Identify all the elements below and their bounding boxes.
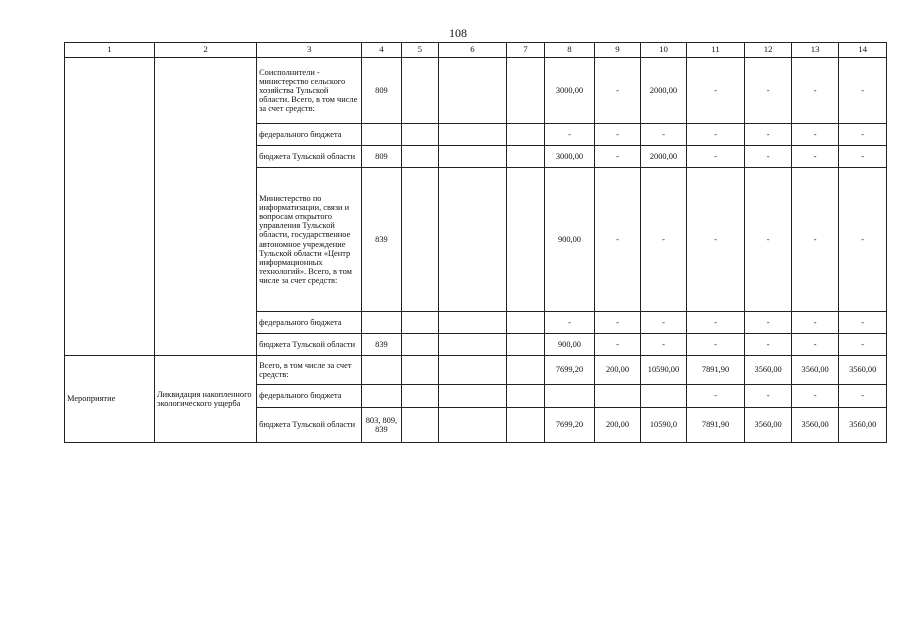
row-description: бюджета Тульской области [257, 408, 362, 443]
value-cell: - [594, 146, 641, 168]
value-cell: - [686, 334, 745, 356]
empty-cell [401, 312, 438, 334]
value-cell: - [686, 146, 745, 168]
empty-cell [439, 124, 507, 146]
budget-table [64, 42, 887, 443]
header-cell: 3 [257, 43, 362, 58]
header-cell: 12 [745, 43, 792, 58]
empty-cell [439, 334, 507, 356]
empty-cell [401, 356, 438, 385]
value-cell: 2000,00 [641, 146, 686, 168]
row-code [362, 124, 401, 146]
row-code: 809 [362, 58, 401, 124]
empty-cell [439, 146, 507, 168]
row-description: Министерство по информатизации, связи и вопросам открытого управления Тульской области, государственное автономное учреждение Тульской области «Центр информационных технологий». Всего, в том числе за счет средств: [257, 168, 362, 312]
row-code [362, 312, 401, 334]
value-cell: 3560,00 [745, 408, 792, 443]
value-cell: - [839, 124, 887, 146]
value-cell: - [545, 124, 595, 146]
row-code: 809 [362, 146, 401, 168]
empty-cell [439, 356, 507, 385]
value-cell: - [686, 312, 745, 334]
value-cell: 3000,00 [545, 58, 595, 124]
value-cell: - [594, 334, 641, 356]
row-code: 839 [362, 168, 401, 312]
row-description: бюджета Тульской области [257, 146, 362, 168]
value-cell: 7699,20 [545, 356, 595, 385]
value-cell: 900,00 [545, 168, 595, 312]
empty-cell [439, 58, 507, 124]
value-cell: - [791, 58, 839, 124]
row-description: федерального бюджета [257, 124, 362, 146]
value-cell: - [745, 385, 792, 408]
value-cell: - [791, 312, 839, 334]
value-cell: 7699,20 [545, 408, 595, 443]
value-cell: 200,00 [594, 356, 641, 385]
page-number: 108 [449, 26, 467, 40]
header-cell: 9 [594, 43, 641, 58]
row-code [362, 356, 401, 385]
value-cell: 3560,00 [745, 356, 792, 385]
value-cell: 200,00 [594, 408, 641, 443]
header-cell: 10 [641, 43, 686, 58]
value-cell: - [745, 168, 792, 312]
header-cell: 13 [791, 43, 839, 58]
value-cell: - [641, 168, 686, 312]
value-cell: 10590,00 [641, 356, 686, 385]
empty-cell [506, 312, 544, 334]
row-description: федерального бюджета [257, 385, 362, 408]
header-cell: 5 [401, 43, 438, 58]
value-cell: - [791, 385, 839, 408]
value-cell: - [839, 312, 887, 334]
value-cell: 3560,00 [839, 408, 887, 443]
value-cell: - [791, 124, 839, 146]
value-cell: 3560,00 [839, 356, 887, 385]
measure-name: Ликвидация накопленного экологического ущерба [154, 356, 256, 443]
value-cell: 3000,00 [545, 146, 595, 168]
value-cell: - [641, 312, 686, 334]
empty-cell [506, 356, 544, 385]
empty-cell [401, 58, 438, 124]
value-cell: - [641, 334, 686, 356]
empty-cell [506, 408, 544, 443]
value-cell [594, 385, 641, 408]
empty-cell [154, 58, 256, 356]
header-cell: 14 [839, 43, 887, 58]
header-cell: 6 [439, 43, 507, 58]
value-cell: 900,00 [545, 334, 595, 356]
value-cell: 7891,90 [686, 408, 745, 443]
empty-cell [439, 408, 507, 443]
header-cell: 11 [686, 43, 745, 58]
value-cell: - [686, 124, 745, 146]
table-header-row [65, 43, 887, 58]
value-cell: - [594, 58, 641, 124]
value-cell: - [686, 168, 745, 312]
header-cell: 1 [65, 43, 155, 58]
value-cell: - [839, 58, 887, 124]
empty-cell [506, 124, 544, 146]
empty-cell [506, 146, 544, 168]
value-cell: - [545, 312, 595, 334]
empty-cell [506, 168, 544, 312]
value-cell: 3560,00 [791, 356, 839, 385]
empty-cell [401, 168, 438, 312]
value-cell: - [686, 385, 745, 408]
value-cell: - [745, 334, 792, 356]
table-row [65, 356, 887, 385]
value-cell: 10590,0 [641, 408, 686, 443]
header-cell: 7 [506, 43, 544, 58]
row-description: Всего, в том числе за счет средств: [257, 356, 362, 385]
empty-cell [439, 312, 507, 334]
empty-cell [439, 168, 507, 312]
value-cell: 2000,00 [641, 58, 686, 124]
value-cell: - [839, 168, 887, 312]
value-cell: - [745, 312, 792, 334]
row-description: федерального бюджета [257, 312, 362, 334]
empty-cell [506, 58, 544, 124]
value-cell [641, 385, 686, 408]
row-code: 803, 809, 839 [362, 408, 401, 443]
value-cell: - [594, 168, 641, 312]
value-cell: - [791, 168, 839, 312]
header-cell: 2 [154, 43, 256, 58]
value-cell: - [791, 146, 839, 168]
value-cell: - [745, 58, 792, 124]
value-cell: - [839, 334, 887, 356]
value-cell: - [839, 385, 887, 408]
value-cell [545, 385, 595, 408]
empty-cell [506, 334, 544, 356]
header-cell: 8 [545, 43, 595, 58]
empty-cell [65, 58, 155, 356]
value-cell: - [745, 146, 792, 168]
value-cell: - [791, 334, 839, 356]
value-cell: - [594, 124, 641, 146]
empty-cell [401, 408, 438, 443]
row-code: 839 [362, 334, 401, 356]
row-description: бюджета Тульской области [257, 334, 362, 356]
empty-cell [401, 146, 438, 168]
value-cell: - [839, 146, 887, 168]
empty-cell [401, 124, 438, 146]
measure-type: Мероприятие [65, 356, 155, 443]
header-cell: 4 [362, 43, 401, 58]
value-cell: - [641, 124, 686, 146]
empty-cell [401, 385, 438, 408]
value-cell: - [745, 124, 792, 146]
value-cell: - [594, 312, 641, 334]
empty-cell [401, 334, 438, 356]
value-cell: 7891,90 [686, 356, 745, 385]
value-cell: - [686, 58, 745, 124]
empty-cell [439, 385, 507, 408]
empty-cell [506, 385, 544, 408]
row-description: Соисполнители - министерство сельского хозяйства Тульской области. Всего, в том числе за счет средств: [257, 58, 362, 124]
table-row [65, 58, 887, 124]
value-cell: 3560,00 [791, 408, 839, 443]
row-code [362, 385, 401, 408]
